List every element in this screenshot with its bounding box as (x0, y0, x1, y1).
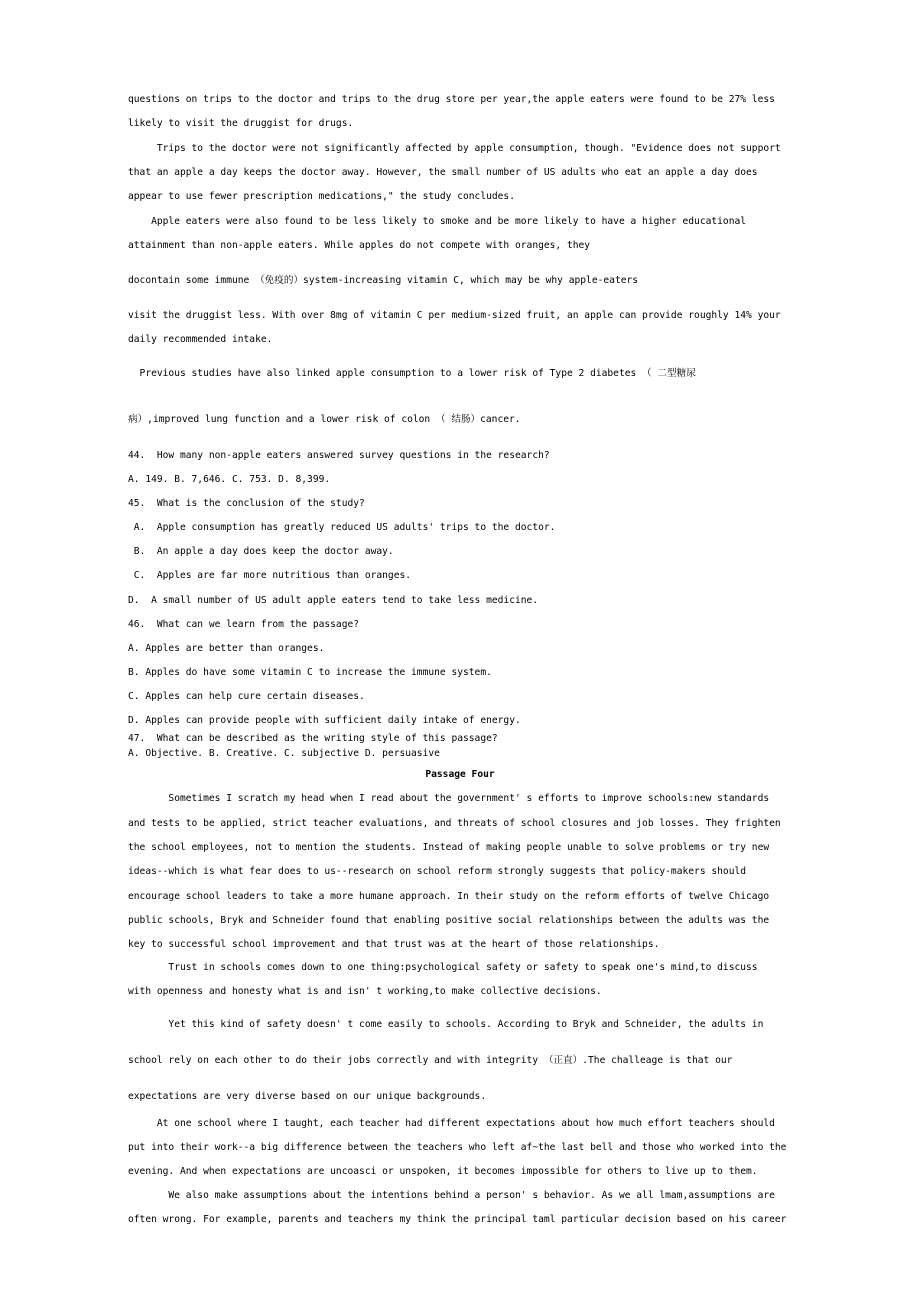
question-option: A. Apple consumption has greatly reduced US adults' trips to the doctor. (128, 522, 556, 533)
passage-title: Passage Four (425, 769, 495, 780)
text-line: attainment than non-apple eaters. While apples do not compete with oranges, they (128, 240, 591, 251)
text-line: likely to visit the druggist for drugs. (128, 118, 354, 129)
text-line: ideas--which is what fear does to us--research on school reform strongly suggests that policy-makers should (128, 866, 747, 877)
text-line: and tests to be applied, strict teacher evaluations, and threats of school closures and job losses. They frighten (128, 818, 781, 829)
text-line: key to successful school improvement and that trust was at the heart of those relationships. (128, 939, 660, 950)
text-line: We also make assumptions about the intentions behind a person' s behavior. As we all lmam,assumptions are (128, 1190, 775, 1201)
question-option: A. Objective. B. Creative. C. subjective D. persuasive (128, 748, 440, 759)
question-option: C. Apples can help cure certain diseases. (128, 691, 365, 702)
text-line: Apple eaters were also found to be less likely to smoke and be more likely to have a higher educational (128, 216, 747, 227)
question-option: B. Apples do have some vitamin C to increase the immune system. (128, 667, 492, 678)
text-line: school rely on each other to do their jobs correctly and with integrity （正直）.The challeage is that our (128, 1055, 733, 1066)
question-option: C. Apples are far more nutritious than oranges. (128, 570, 412, 581)
text-line: Sometimes I scratch my head when I read about the government' s efforts to improve schools:new standards (128, 793, 770, 804)
text-line: appear to use fewer prescription medications," the study concludes. (128, 191, 515, 202)
text-line: often wrong. For example, parents and teachers my think the principal taml particular decision based on his career (128, 1214, 787, 1225)
text-line: public schools, Bryk and Schneider found that enabling positive social relationships between the adults was the (128, 915, 770, 926)
text-line: put into their work--a big difference between the teachers who left af~the last bell and those who worked into the (128, 1142, 787, 1153)
question-44: 44. How many non-apple eaters answered survey questions in the research? (128, 450, 550, 461)
question-option: D. Apples can provide people with sufficient daily intake of energy. (128, 715, 521, 726)
question-option: A. Apples are better than oranges. (128, 643, 325, 654)
text-line: encourage school leaders to take a more humane approach. In their study on the reform efforts of twelve Chicago (128, 891, 770, 902)
question-option: B. An apple a day does keep the doctor away. (128, 546, 394, 557)
question-option: D. A small number of US adult apple eaters tend to take less medicine. (128, 595, 539, 606)
question-46: 46. What can we learn from the passage? (128, 619, 360, 630)
text-line: the school employees, not to mention the students. Instead of making people unable to solve problems or try new (128, 842, 770, 853)
text-line: that an apple a day keeps the doctor away. However, the small number of US adults who eat an apple a day does (128, 167, 758, 178)
text-line: Trust in schools comes down to one thing:psychological safety or safety to speak one's mind,to discuss (128, 962, 758, 973)
text-line: evening. And when expectations are uncoasci or unspoken, it becomes impossible for others to live up to them. (128, 1166, 758, 1177)
text-line: docontain some immune （免疫的）system-increasing vitamin C, which may be why apple-eaters (128, 275, 639, 286)
text-line: daily recommended intake. (128, 334, 273, 345)
text-line: Yet this kind of safety doesn' t come easily to schools. According to Bryk and Schneider, the adults in (128, 1019, 764, 1030)
text-line: expectations are very diverse based on our unique backgrounds. (128, 1091, 487, 1102)
text-line: Trips to the doctor were not significantly affected by apple consumption, though. "Evidence does not support (128, 143, 781, 154)
question-option: A. 149. B. 7,646. C. 753. D. 8,399. (128, 474, 331, 485)
question-47: 47. What can be described as the writing style of this passage? (128, 733, 498, 744)
text-line: Previous studies have also linked apple consumption to a lower risk of Type 2 diabetes （ 二型糖尿 (128, 368, 696, 379)
text-line: At one school where I taught, each teacher had different expectations about how much effort teachers should (128, 1118, 775, 1129)
text-line: 病）,improved lung function and a lower risk of colon （ 结肠）cancer. (128, 414, 521, 425)
question-45: 45. What is the conclusion of the study? (128, 498, 365, 509)
text-line: with openness and honesty what is and isn' t working,to make collective decisions. (128, 986, 602, 997)
text-line: questions on trips to the doctor and trips to the drug store per year,the apple eaters were found to be 27% less (128, 94, 775, 105)
text-line: visit the druggist less. With over 8mg of vitamin C per medium-sized fruit, an apple can provide roughly 14% your (128, 310, 781, 321)
